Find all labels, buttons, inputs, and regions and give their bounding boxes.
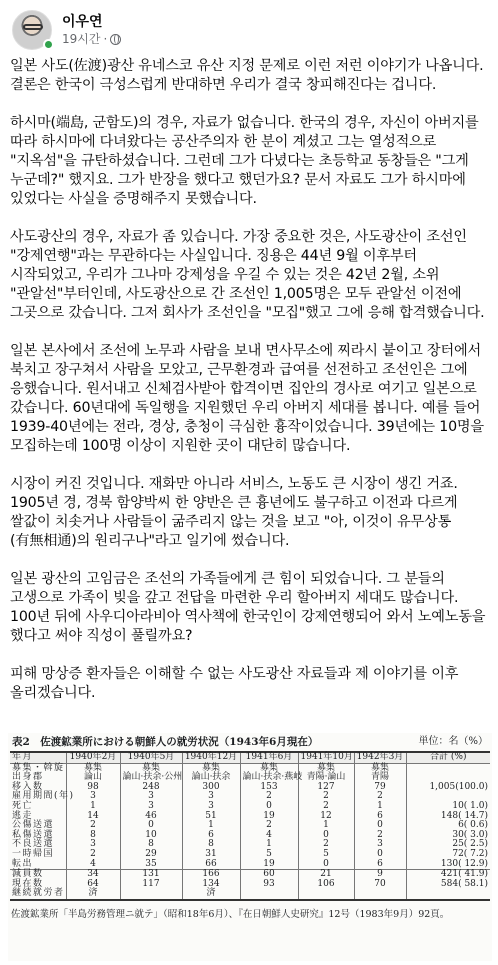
- row-label: 雇用期間(年): [12, 791, 75, 802]
- table-header-cell: 1940年12月: [182, 752, 240, 763]
- post-meta: [62, 13, 121, 47]
- table-header-row: [10, 752, 490, 763]
- table-cell: 募集: [240, 763, 298, 773]
- table-cell: 117: [120, 880, 182, 890]
- table-row: [10, 880, 490, 890]
- row-label: 移入数: [12, 781, 44, 792]
- table-header-cell: 年月: [10, 752, 66, 763]
- post-header: [12, 8, 486, 52]
- table-row: [10, 870, 490, 880]
- table-cell: 70: [354, 880, 406, 890]
- table-cell: 2: [354, 792, 406, 802]
- table-cell: [354, 889, 406, 900]
- online-status-icon: [43, 39, 54, 50]
- table-cell: 1: [66, 802, 120, 812]
- table-cell: 1: [182, 821, 240, 831]
- table-cell: 3: [354, 840, 406, 850]
- table-cell: 10( 1.0): [406, 802, 490, 812]
- table-cell: 35: [120, 860, 182, 870]
- table-cell: 0: [354, 821, 406, 831]
- table-cell: 46: [120, 812, 182, 822]
- table-cell: 6: [354, 860, 406, 870]
- table-cell: 6: [182, 831, 240, 841]
- table-cell: 4: [240, 831, 298, 841]
- row-label: 逃走: [12, 810, 34, 821]
- table-cell: 論山·扶余·燕岐: [240, 773, 298, 783]
- table-cell: 3: [66, 792, 120, 802]
- table-cell: 募集: [66, 763, 120, 773]
- table-cell: 130( 12.9): [406, 860, 490, 870]
- row-label: 不良送還: [12, 839, 55, 850]
- row-label: 一時帰国: [12, 848, 55, 859]
- table-cell: 166: [182, 870, 240, 880]
- table-cell: 131: [120, 870, 182, 880]
- table-cell: 25( 2.5): [406, 840, 490, 850]
- table-cell: 106: [298, 880, 354, 890]
- table-unit: 単位：名（%）: [418, 736, 488, 747]
- table-cell: 0: [298, 860, 354, 870]
- table-cell: 4: [66, 860, 120, 870]
- table-cell: 2: [298, 792, 354, 802]
- table-cell: 1: [298, 821, 354, 831]
- table-cell: 募集: [298, 763, 354, 773]
- table-row: [10, 840, 490, 850]
- table-cell: 51: [182, 812, 240, 822]
- table-row: [10, 860, 490, 870]
- table-cell: 青陽: [354, 773, 406, 783]
- table-cell: 148( 14.7): [406, 812, 490, 822]
- table-cell: 0: [354, 850, 406, 860]
- table-cell: 3: [120, 792, 182, 802]
- table-cell: 19: [240, 860, 298, 870]
- table-cell: 論山·扶余: [182, 773, 240, 783]
- table-cell: 248: [120, 783, 182, 793]
- row-label: 公傷送還: [12, 820, 55, 831]
- table-cell: 1,005(100.0): [406, 783, 490, 793]
- table-header-cell: 合計 (%): [406, 752, 490, 763]
- table-cell: 421( 41.9): [406, 870, 490, 880]
- table-cell: 論山·扶余·公州: [120, 773, 182, 783]
- table-header-cell: 1941年10月: [298, 752, 354, 763]
- table-cell: 0: [120, 821, 182, 831]
- table-cell: 2: [66, 850, 120, 860]
- table-cell: 6: [354, 812, 406, 822]
- table-cell: 14: [66, 812, 120, 822]
- table-cell: 0: [298, 831, 354, 841]
- table-cell: 0: [240, 802, 298, 812]
- table-cell: [406, 763, 490, 773]
- table-cell: 3: [120, 802, 182, 812]
- table-header-cell: 1942年3月: [354, 752, 406, 763]
- avatar-photo-detail: [23, 24, 43, 30]
- post-time-row: [62, 31, 121, 47]
- table-cell: 66: [182, 860, 240, 870]
- table-cell: 8: [66, 831, 120, 841]
- paragraph: 사도광산의 경우, 자료가 좀 있습니다. 가장 중요한 것은, 사도광산이 조선인 "강제연행"과는 무관하다는 사실입니다. 징용은 44년 9월 이후부터 시작되었고, 우리가 그나마 강제성을 우길 수 있는 것은 42년 2월, 소위 "관알선"부터인데, 사도광산으로 간 조선인 1,005명은 모두 관알선 이전에 그곳으로 갔습니다. 그저 회사가 조선인을 "모집"했고 그에 응해 합격했습니다.: [10, 229, 485, 321]
- table-cell: 64: [66, 880, 120, 890]
- table-cell: 募集: [354, 763, 406, 773]
- table-cell: 5: [298, 850, 354, 860]
- globe-icon[interactable]: [110, 34, 121, 45]
- table-header-cell: 1940年5月: [120, 752, 182, 763]
- table-cell: 募集: [120, 763, 182, 773]
- post-timestamp[interactable]: 19시간: [62, 32, 101, 46]
- paragraph: 일본 광산의 고임금은 조선의 가족들에게 큰 힘이 되었습니다. 그 분들의 고생으로 가족이 빚을 갚고 전답을 마련한 우리 할아버지 세대도 많습니다. 100년 뒤에 사우디아라비아 역사책에 한국인이 강제연행되어 와서 노예노동을 했다고 써야 직성이 풀릴까요?: [10, 571, 486, 644]
- table-row: [10, 792, 490, 802]
- row-label: 募集・斡旋: [12, 762, 65, 773]
- table-cell: 127: [298, 783, 354, 793]
- table-caption: [8, 733, 492, 751]
- table-cell: [240, 889, 298, 900]
- row-label: 出身郡: [12, 772, 44, 783]
- table-cell: 134: [182, 880, 240, 890]
- table-row: [10, 773, 490, 783]
- post-body: [10, 57, 488, 722]
- table-cell: 19: [240, 812, 298, 822]
- table-header-cell: 1940年2月: [66, 752, 120, 763]
- table-cell: 31: [182, 850, 240, 860]
- table-cell: 30( 3.0): [406, 831, 490, 841]
- table-cell: 584( 58.1): [406, 880, 490, 890]
- table-source: 佐渡鉱業所「半島労務管理ニ就テ」（昭和18年6月）、『在日朝鮮人史研究』12号（1983年9月）92頁。: [11, 908, 450, 920]
- table-cell: 6( 0.6): [406, 821, 490, 831]
- table-cell: 2: [240, 821, 298, 831]
- table-cell: 60: [240, 870, 298, 880]
- table-cell: 21: [298, 870, 354, 880]
- row-label: 継続就労者: [12, 888, 65, 899]
- table-cell: 済: [182, 889, 240, 900]
- paragraph: 일본 본사에서 조선에 노무과 사람을 보내 면사무소에 찌라시 붙이고 장터에서 북치고 장구쳐서 사람을 모았고, 근무환경과 급여를 선전하고 조선인은 그에 응했습니다. 원서내고 신체검사받아 합격이면 집안의 경사로 여기고 일본으로 갔습니다. 60년대에 독일행을 지원했던 우리 아버지 세대를 봅니다. 예를 들어 1939-40년에는 전라, 경상, 충청이 극심한 흉작이었습니다. 39년에는 10명을 모집하는데 100명 이상이 지원한 곳이 대단히 많습니다.: [10, 343, 484, 454]
- table-cell: 青陽·論山: [298, 773, 354, 783]
- table-header-cell: 1941年6月: [240, 752, 298, 763]
- table-cell: [120, 889, 182, 900]
- table-cell: 29: [120, 850, 182, 860]
- row-label: 死亡: [12, 800, 34, 811]
- author-name[interactable]: 이우연: [62, 14, 103, 30]
- table-row: [10, 831, 490, 841]
- table-cell: [298, 889, 354, 900]
- table-cell: 34: [66, 870, 120, 880]
- table-row: [10, 889, 490, 900]
- table-cell: 5: [240, 850, 298, 860]
- table-cell: 3: [66, 840, 120, 850]
- table-cell: 153: [240, 783, 298, 793]
- table-cell: 93: [240, 880, 298, 890]
- row-label: 減員数: [10, 870, 66, 880]
- paragraph: 하시마(端島, 군함도)의 경우, 자료가 없습니다. 한국의 경우, 자신이 아버지를 따라 하시마에 다녀왔다는 공산주의자 한 분이 계셨고 그는 열성적으로 "지옥섬"을 규탄하셨습니다. 그런데 그가 다녔다는 초등학교 동창들은 "그게 누군데?" 했지요. 그가 반장을 했다고 했던가요? 문서 자료도 그가 하시마에 있었다는 사실을 증명해주지 못했습니다.: [10, 115, 479, 207]
- paragraph: 시장이 커진 것입니다. 재화만 아니라 서비스, 노동도 큰 시장이 생긴 거죠. 1905년 경, 경북 함양박씨 한 양반은 큰 흉년에도 불구하고 이전과 다르게 쌀값이 치솟거나 사람들이 굶주리지 않는 것을 보고 "아, 이것이 유무상통(有無相通)의 원리구나"라고 일기에 썼습니다.: [10, 476, 458, 549]
- table-cell: 10: [120, 831, 182, 841]
- table-cell: 2: [66, 821, 120, 831]
- table-row: [10, 802, 490, 812]
- table-row: [10, 850, 490, 860]
- separator-dot: ·: [103, 32, 108, 46]
- table-cell: 300: [182, 783, 240, 793]
- row-label: 私傷送還: [12, 829, 55, 840]
- table-cell: 2: [298, 802, 354, 812]
- table-body: [10, 752, 490, 900]
- table-cell: 2: [240, 792, 298, 802]
- table-cell: [406, 889, 490, 900]
- table-cell: 済: [66, 889, 120, 900]
- row-label: 転出: [12, 858, 34, 869]
- table-cell: 2: [298, 840, 354, 850]
- table-cell: 98: [66, 783, 120, 793]
- table-cell: 論山: [66, 773, 120, 783]
- table-cell: 9: [354, 870, 406, 880]
- table-cell: 3: [182, 802, 240, 812]
- table-row: [10, 821, 490, 831]
- table-title: 表2 佐渡鉱業所における朝鮮人の就労状況（1943年6月現在）: [12, 736, 319, 748]
- data-table: [10, 751, 490, 901]
- table-cell: 募集: [182, 763, 240, 773]
- row-label: 現在数: [12, 878, 44, 889]
- table-cell: 12: [298, 812, 354, 822]
- table-cell: 1: [354, 802, 406, 812]
- table-cell: 8: [182, 840, 240, 850]
- table-cell: 79: [354, 783, 406, 793]
- table-row: [10, 783, 490, 793]
- paragraph: 일본 사도(佐渡)광산 유네스코 유산 지정 문제로 이런 저런 이야기가 나옵니다. 결론은 한국이 극성스럽게 반대하면 우리가 결국 창피해진다는 겁니다.: [10, 58, 484, 93]
- table-cell: 1: [240, 840, 298, 850]
- table-row: [10, 812, 490, 822]
- attached-table-image[interactable]: [8, 733, 492, 961]
- paragraph: 피해 망상증 환자들은 이해할 수 없는 사도광산 자료들과 제 이야기를 이후 올리겠습니다.: [10, 666, 459, 701]
- table-cell: 3: [182, 792, 240, 802]
- table-cell: 2: [354, 831, 406, 841]
- table-cell: 8: [120, 840, 182, 850]
- table-cell: 72( 7.2): [406, 850, 490, 860]
